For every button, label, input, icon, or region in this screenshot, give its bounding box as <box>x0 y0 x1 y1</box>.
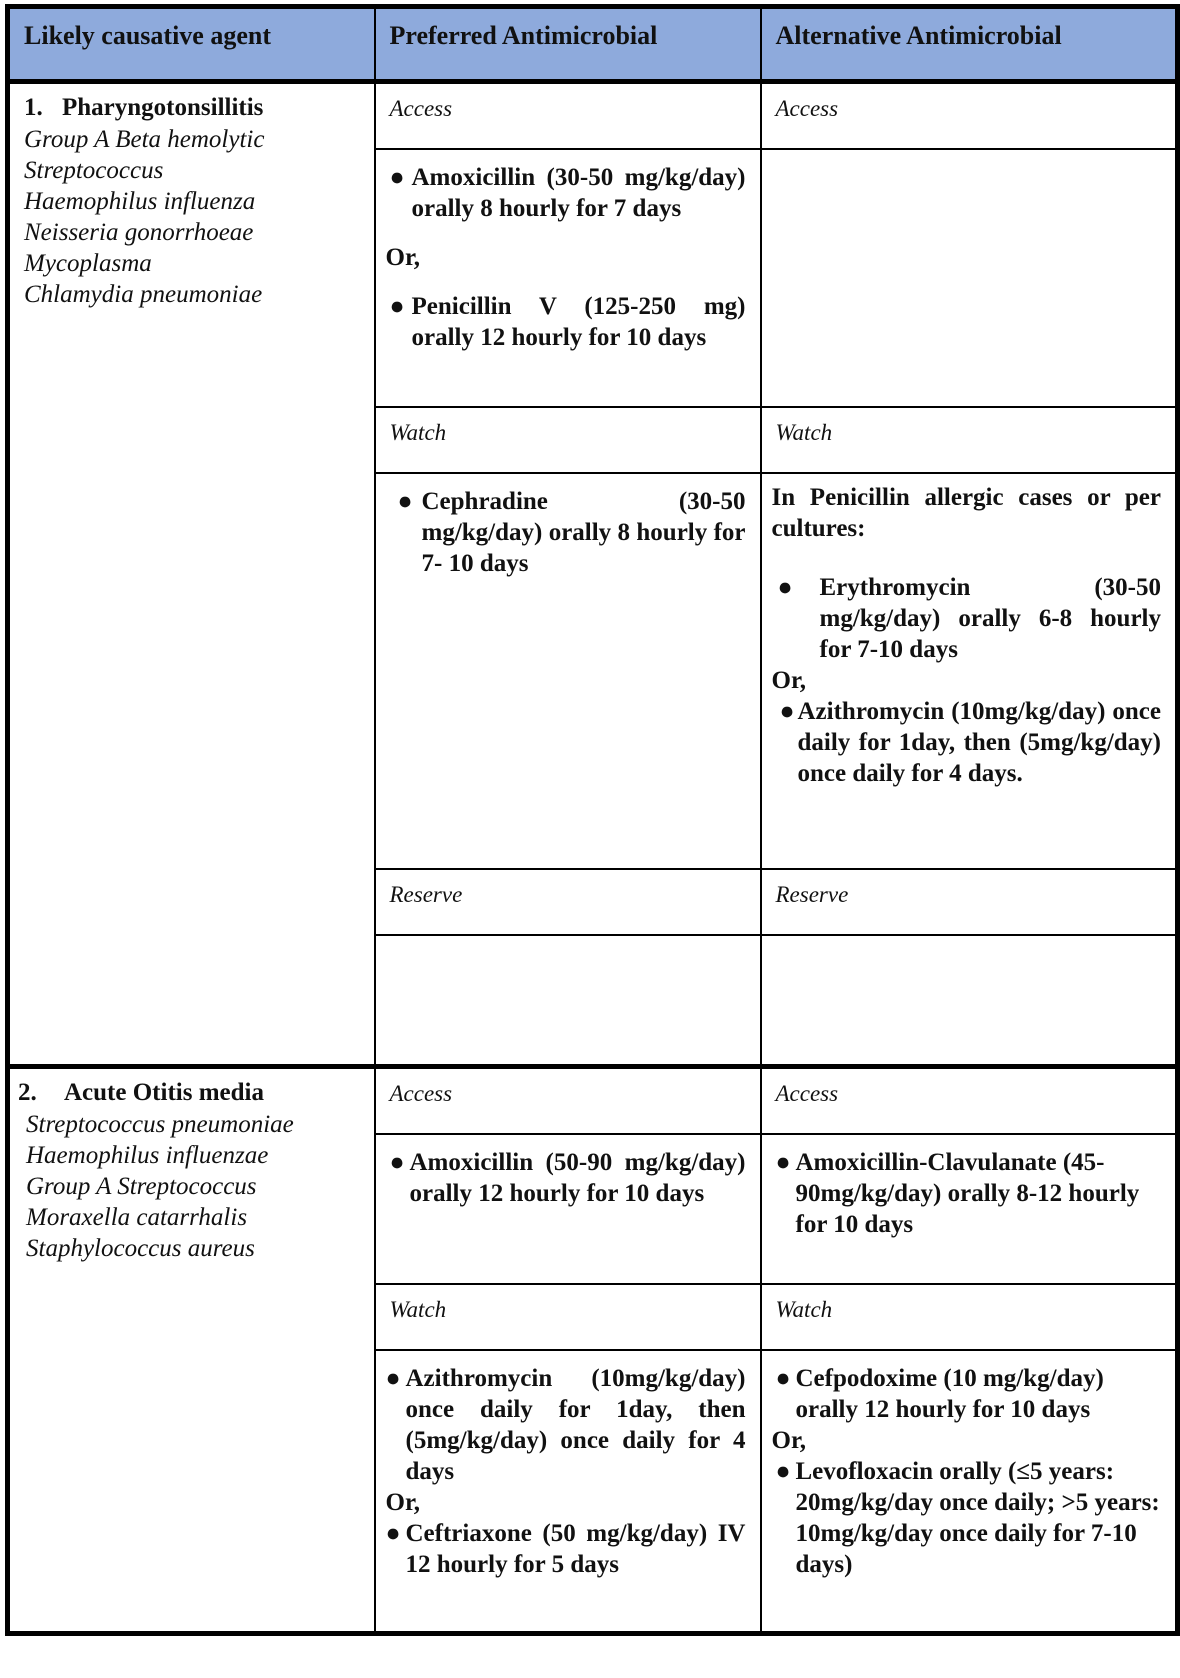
bullet-icon: ● <box>775 1149 791 1176</box>
tier-label-access: Access <box>761 1067 1178 1135</box>
header-alternative-antimicrobial: Alternative Antimicrobial <box>761 7 1178 82</box>
tier-label-watch: Watch <box>761 1284 1178 1350</box>
bullet-icon: ● <box>385 1520 401 1547</box>
preferred-watch-cell <box>375 1350 761 1634</box>
causative-agent-cell <box>8 82 375 1067</box>
preferred-access-cell <box>375 149 761 407</box>
alternative-access-cell <box>761 149 1178 407</box>
tier-label-watch: Watch <box>761 407 1178 473</box>
drug-item: ● Cephradine (30-50 mg/kg/day) orally 8 hourly for 7- 10 days <box>397 488 746 577</box>
drug-item: ● Amoxicillin (30-50 mg/kg/day) orally 8 hourly for 7 days <box>389 164 746 222</box>
alternative-access-cell <box>761 1134 1178 1284</box>
bullet-icon: ● <box>389 1149 405 1176</box>
organism: Neisseria gonorrhoeae <box>24 219 254 246</box>
tier-label-watch: Watch <box>375 407 761 473</box>
table-row <box>8 1067 1178 1135</box>
bullet-icon: ● <box>775 1365 791 1392</box>
drug-item: ● Levofloxacin orally (≤5 years: 20mg/kg/day once daily; >5 years: 10mg/kg/day once daily for 7-10 days) <box>775 1458 1160 1578</box>
preferred-access-cell <box>375 1134 761 1284</box>
bullet-icon: ● <box>397 488 413 515</box>
drug-item: ● Amoxicillin-Clavulanate (45-90mg/kg/day) orally 8-12 hourly for 10 days <box>775 1149 1140 1238</box>
drug-item: ● Amoxicillin (50-90 mg/kg/day) orally 12 hourly for 10 days <box>389 1149 746 1207</box>
preferred-watch-cell <box>375 473 761 869</box>
header-preferred-antimicrobial: Preferred Antimicrobial <box>375 7 761 82</box>
or-separator: Or, <box>385 1489 420 1516</box>
alternative-watch-cell <box>761 473 1178 869</box>
bullet-icon: ● <box>389 164 405 191</box>
organism: Streptococcus <box>24 157 164 184</box>
or-separator: Or, <box>771 667 806 694</box>
preferred-reserve-cell <box>375 935 761 1067</box>
condition-title: 1. Pharyngotonsillitis <box>24 94 264 121</box>
tier-label-access: Access <box>761 82 1178 150</box>
table-header-row <box>8 7 1178 82</box>
bullet-icon: ● <box>775 1458 791 1485</box>
table-row <box>8 82 1178 150</box>
or-separator: Or, <box>385 244 420 271</box>
bullet-icon: ● <box>779 698 795 725</box>
alternative-reserve-cell <box>761 935 1178 1067</box>
bullet-icon: ● <box>777 574 793 601</box>
tier-label-access: Access <box>375 82 761 150</box>
alternative-watch-cell <box>761 1350 1178 1634</box>
organism: Group A Streptococcus <box>26 1173 257 1200</box>
drug-item: ● Erythromycin (30-50 mg/kg/day) orally 6-8 hourly for 7-10 days <box>777 574 1161 663</box>
drug-item: ● Penicillin V (125-250 mg) orally 12 hourly for 10 days <box>389 293 746 351</box>
allergy-note: In Penicillin allergic cases or per cultures: <box>771 484 1161 542</box>
drug-item: ● Azithromycin (10mg/kg/day) once daily for 1day, then (5mg/kg/day) once daily for 4 days. <box>779 698 1161 787</box>
organism: Streptococcus pneumoniae <box>26 1111 294 1138</box>
tier-label-reserve: Reserve <box>375 869 761 935</box>
antimicrobial-guideline-table <box>5 4 1180 1636</box>
organism: Chlamydia pneumoniae <box>24 281 263 308</box>
organism: Haemophilus influenzae <box>26 1142 269 1169</box>
or-separator: Or, <box>771 1427 806 1454</box>
organism: Haemophilus influenza <box>24 188 256 215</box>
organism: Group A Beta hemolytic <box>24 126 265 153</box>
header-causative-agent: Likely causative agent <box>8 7 375 82</box>
organism: Mycoplasma <box>24 250 152 277</box>
organism: Moraxella catarrhalis <box>26 1204 248 1231</box>
drug-item: ● Cefpodoxime (10 mg/kg/day) orally 12 hourly for 10 days <box>775 1365 1104 1423</box>
drug-item: ● Azithromycin (10mg/kg/day) once daily for 1day, then (5mg/kg/day) once daily for 4 days <box>385 1365 746 1485</box>
organism: Staphylococcus aureus <box>26 1235 255 1262</box>
causative-agent-cell <box>8 1067 375 1634</box>
tier-label-reserve: Reserve <box>761 869 1178 935</box>
tier-label-access: Access <box>375 1067 761 1135</box>
drug-item: ● Ceftriaxone (50 mg/kg/day) IV 12 hourly for 5 days <box>385 1520 746 1578</box>
bullet-icon: ● <box>385 1365 401 1392</box>
condition-title: 2. Acute Otitis media <box>18 1079 264 1106</box>
tier-label-watch: Watch <box>375 1284 761 1350</box>
bullet-icon: ● <box>389 293 405 320</box>
